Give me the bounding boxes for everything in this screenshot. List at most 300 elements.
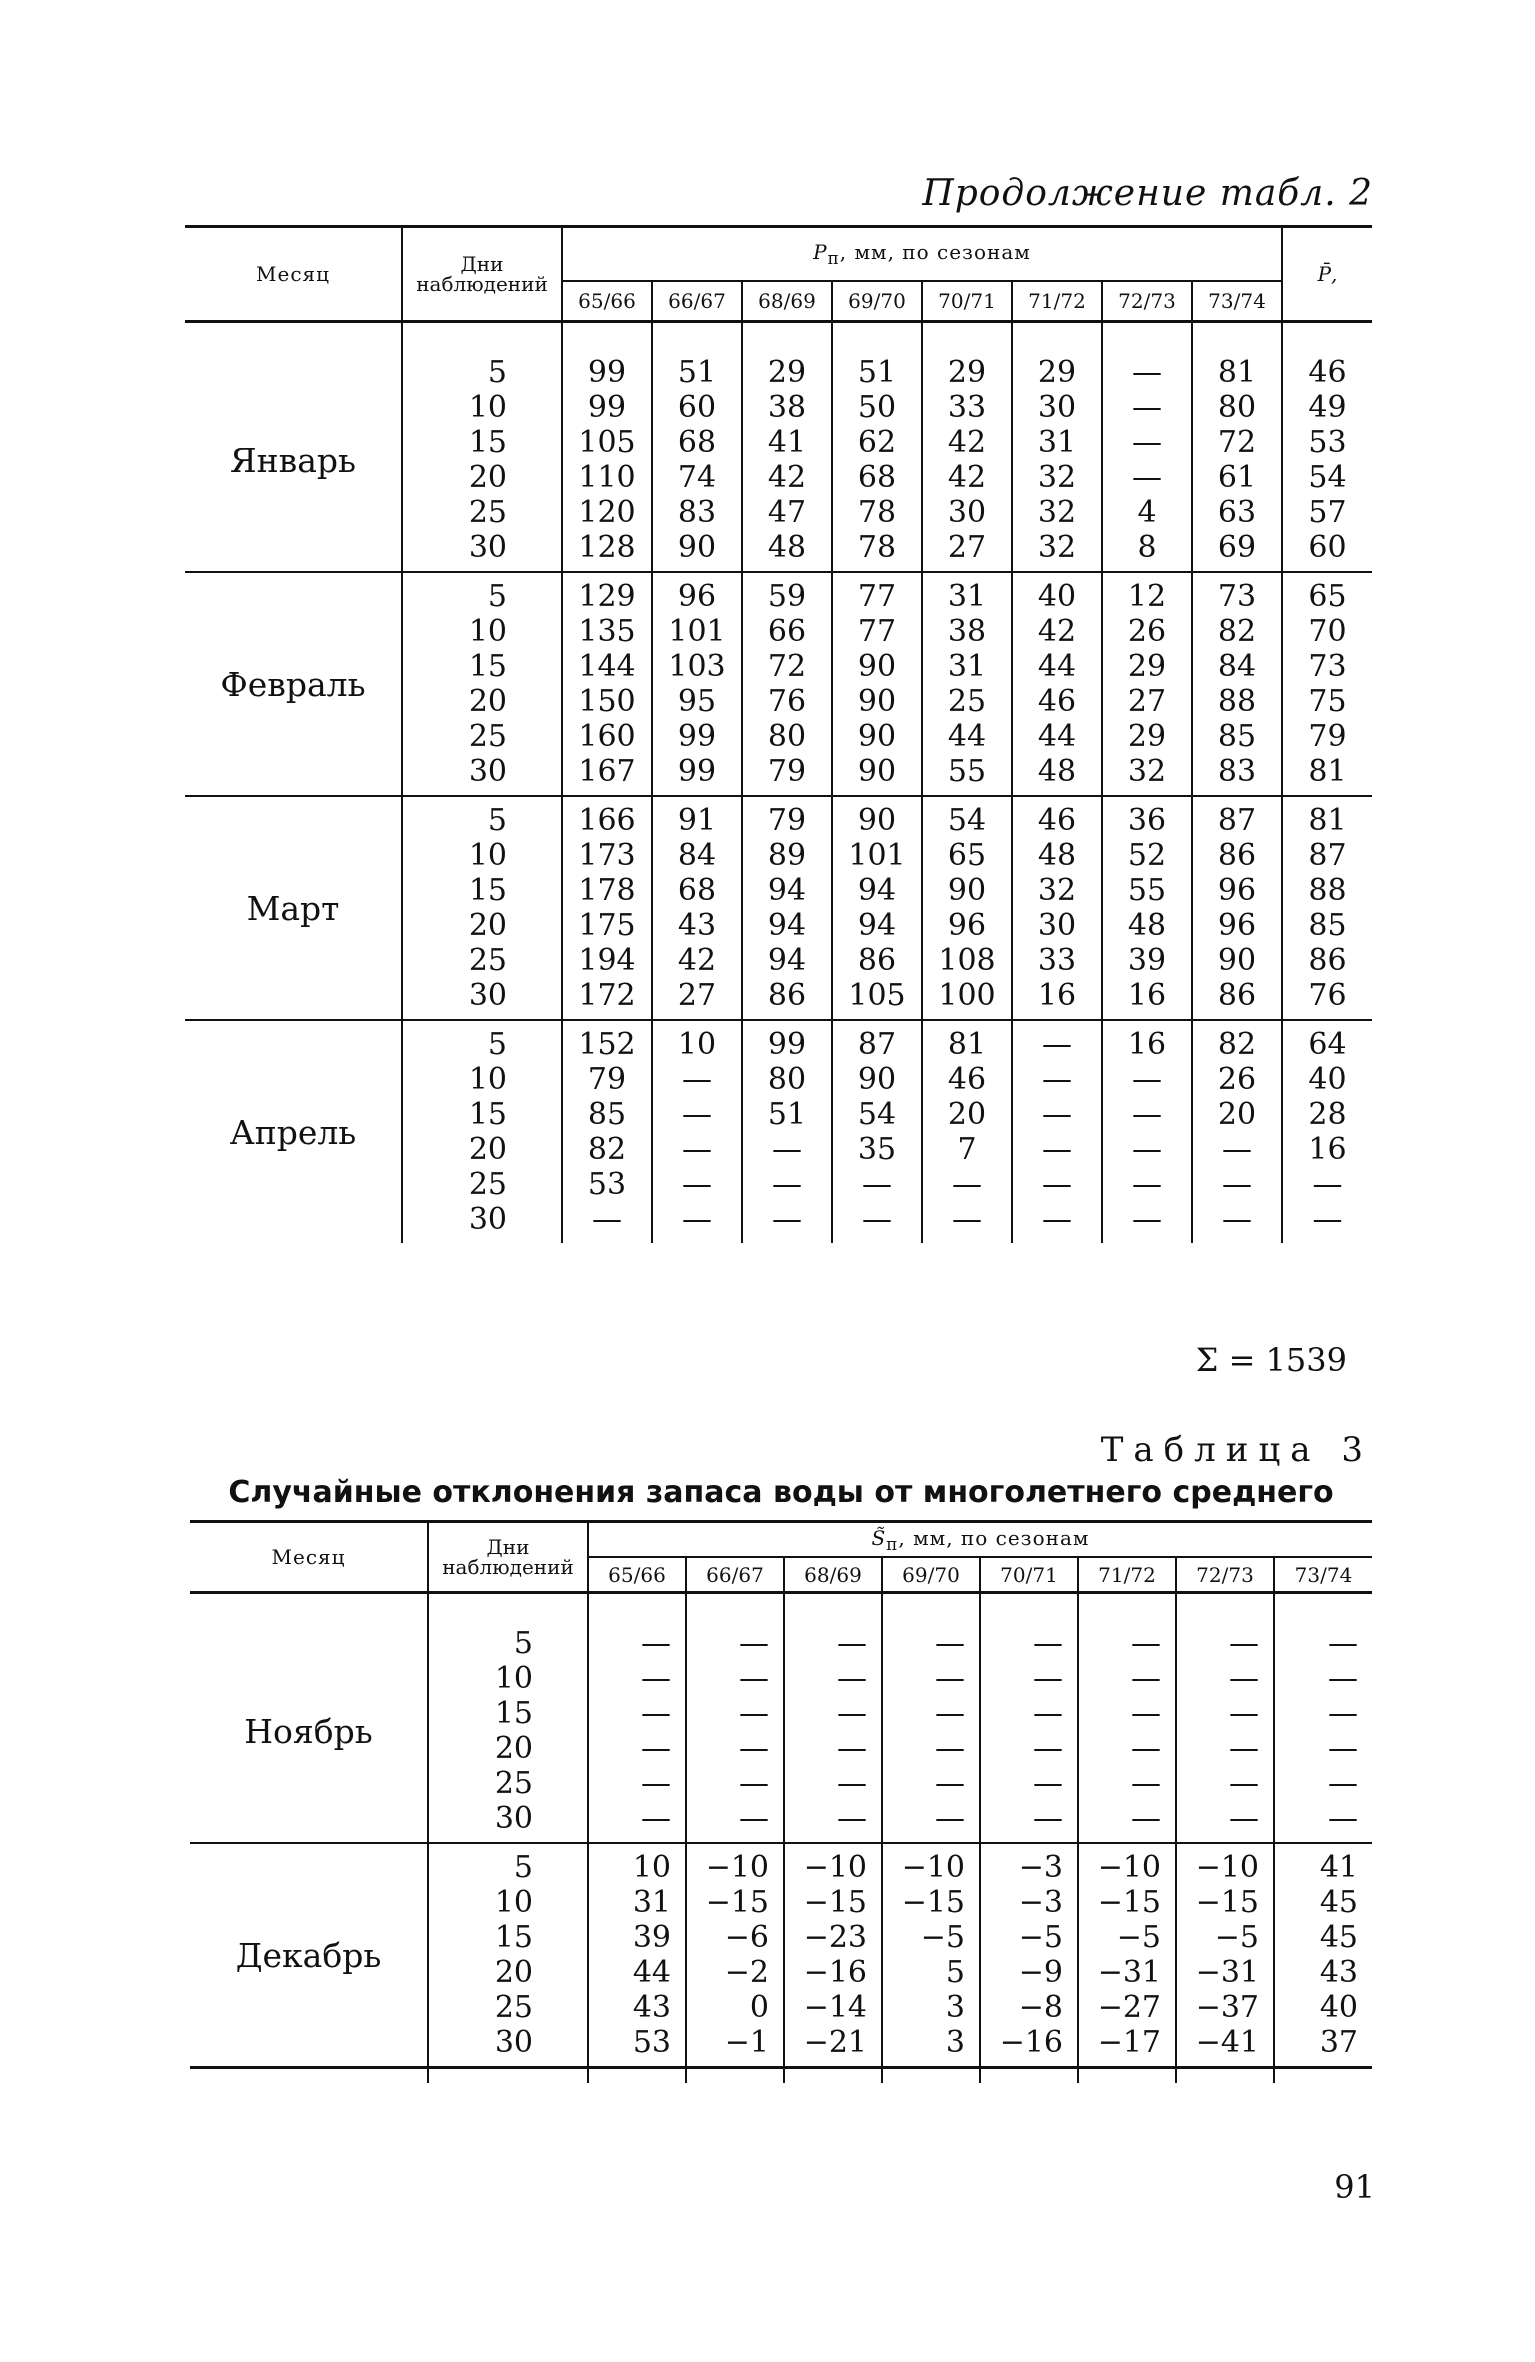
t3-header-month: Месяц (190, 1522, 428, 1593)
t2-value: 55 (947, 754, 987, 789)
t3-value: −37 (1195, 1990, 1259, 2025)
t2-value: 53 (587, 1167, 627, 1202)
t2-value-cell (1282, 1020, 1372, 1243)
t3-value-cell (784, 1843, 882, 2068)
t3-value: — (935, 1731, 965, 1766)
t2-value: 82 (1217, 614, 1257, 649)
t2-value-cell (652, 572, 742, 796)
t2-value: 73 (1217, 579, 1257, 614)
t2-value: 80 (767, 719, 807, 754)
t2-day-value: 5 (487, 803, 507, 838)
t3-value: −5 (920, 1920, 965, 1955)
t2-value: — (1132, 1062, 1162, 1097)
t2-value: 29 (1127, 649, 1167, 684)
t3-value: — (837, 1766, 867, 1801)
t3-value: — (935, 1766, 965, 1801)
t3-value-cell (980, 1843, 1078, 2068)
t3-value: −15 (1097, 1885, 1161, 1920)
t2-value: 48 (1037, 754, 1077, 789)
t2-value: — (772, 1132, 802, 1167)
t2-value: 65 (1308, 579, 1347, 614)
table-2 (185, 225, 1372, 1243)
t3-value: −5 (1214, 1920, 1259, 1955)
t2-value: 86 (857, 943, 897, 978)
t2-value: 16 (1127, 978, 1167, 1013)
t3-day-value: 30 (494, 2025, 533, 2060)
t3-day-value: 25 (494, 1766, 533, 1801)
t3-value: −14 (803, 1990, 867, 2025)
t3-day-value: 15 (494, 1696, 533, 1731)
t2-value: 31 (947, 649, 987, 684)
t3-value: — (641, 1766, 671, 1801)
t2-value: 42 (767, 460, 807, 495)
t2-value: 87 (1217, 803, 1257, 838)
t2-value: 87 (1308, 838, 1347, 873)
t2-value: 99 (767, 1027, 807, 1062)
continuation-title: Продолжение табл. 2 (922, 173, 1373, 214)
t3-value: 45 (1319, 1920, 1358, 1955)
t3-value: — (1131, 1626, 1161, 1661)
t3-value: −5 (1116, 1920, 1161, 1955)
t3-value: −41 (1195, 2025, 1259, 2060)
t2-value: 53 (1308, 425, 1347, 460)
t2-value: 110 (578, 460, 636, 495)
t2-month-block (185, 796, 1372, 1020)
t2-value: — (682, 1132, 712, 1167)
t2-value: 20 (1217, 1097, 1257, 1132)
t2-day-value: 10 (468, 1062, 507, 1097)
t2-value-cell (1102, 796, 1192, 1020)
t2-value: 178 (578, 873, 636, 908)
t2-value: 194 (578, 943, 636, 978)
t2-value-cell (1102, 572, 1192, 796)
t3-value: — (837, 1626, 867, 1661)
t3-value: 43 (1319, 1955, 1358, 1990)
t3-value: 37 (1319, 2025, 1358, 2060)
t2-value-cell (1282, 572, 1372, 796)
t2-value: — (1132, 1132, 1162, 1167)
t2-value: 42 (947, 425, 987, 460)
t2-value-cell (1192, 572, 1282, 796)
t2-value-cell (832, 796, 922, 1020)
t2-value: 91 (677, 803, 717, 838)
t2-value: 29 (947, 355, 987, 390)
t2-value: 42 (1037, 614, 1077, 649)
t2-value: 55 (1127, 873, 1167, 908)
t2-value: 44 (1037, 649, 1077, 684)
t2-value: 94 (857, 908, 897, 943)
t3-value: −27 (1097, 1990, 1161, 2025)
t2-value: 27 (947, 530, 987, 565)
t2-value: — (1132, 390, 1162, 425)
t2-month-name: Апрель (229, 1112, 357, 1152)
header-group-text: , мм, по сезонам (839, 240, 1031, 264)
t2-value: 105 (578, 425, 636, 460)
t3-value: −3 (1018, 1885, 1063, 1920)
t3-value: −9 (1018, 1955, 1063, 1990)
t2-value: 90 (1217, 943, 1257, 978)
t2-value: 100 (938, 978, 996, 1013)
t2-value: 61 (1217, 460, 1257, 495)
t2-value: 68 (857, 460, 897, 495)
t3-value: — (935, 1661, 965, 1696)
t2-value: — (772, 1167, 802, 1202)
t2-value: 101 (668, 614, 726, 649)
header-days-line2: наблюдений (416, 272, 548, 296)
t3-season-header: 73/74 (1274, 1557, 1372, 1593)
t2-value: — (1042, 1062, 1072, 1097)
t2-month-block (185, 1020, 1372, 1243)
t2-day-value: 15 (468, 873, 507, 908)
t2-value: 90 (857, 684, 897, 719)
t2-month-name: Февраль (220, 664, 366, 704)
t3-header-symbol-sub: п (886, 1534, 899, 1554)
sum-total: Σ = 1539 (1195, 1341, 1347, 1379)
t2-value: 79 (767, 803, 807, 838)
t2-value: 36 (1127, 803, 1167, 838)
t2-value-cell (652, 796, 742, 1020)
t2-value: 54 (947, 803, 987, 838)
t3-value: −15 (901, 1885, 965, 1920)
t2-value: 51 (857, 355, 897, 390)
t2-value: 16 (1127, 1027, 1167, 1062)
t3-value: — (641, 1626, 671, 1661)
t2-value: 167 (578, 754, 636, 789)
t3-value: 3 (945, 2025, 965, 2060)
t2-value: 48 (1127, 908, 1167, 943)
t2-value: 54 (1308, 460, 1347, 495)
t2-value: 39 (1127, 943, 1167, 978)
t2-value: 42 (947, 460, 987, 495)
t3-value: — (1328, 1731, 1358, 1766)
t2-value: — (1132, 1097, 1162, 1132)
t2-value: — (1312, 1202, 1343, 1237)
t3-value: — (1033, 1696, 1063, 1731)
t3-value: — (837, 1731, 867, 1766)
t2-days-cell (402, 572, 562, 796)
t2-value: 69 (1217, 530, 1257, 565)
t3-value: 39 (632, 1920, 671, 1955)
t2-days-cell (402, 796, 562, 1020)
table-3-title: Случайные отклонения запаса воды от многолетнего среднего (228, 1475, 1334, 1510)
t2-value: 26 (1127, 614, 1167, 649)
t3-value: — (1229, 1801, 1259, 1836)
t2-value-cell (1192, 349, 1282, 572)
t2-value: 27 (1127, 684, 1167, 719)
t2-season-header: 71/72 (1012, 281, 1102, 322)
t3-value: −15 (1195, 1885, 1259, 1920)
t3-value: −16 (999, 2025, 1063, 2060)
t2-value: 79 (587, 1062, 627, 1097)
t2-value: 62 (857, 425, 897, 460)
t3-day-value: 10 (494, 1661, 533, 1696)
t2-season-header: 69/70 (832, 281, 922, 322)
t2-value: 86 (1308, 943, 1347, 978)
t3-value: — (1131, 1731, 1161, 1766)
t2-value: — (1132, 425, 1162, 460)
t3-value: 5 (945, 1955, 965, 1990)
table-3-label: Таблица 3 (1100, 1430, 1373, 1470)
t2-value-cell (1192, 1020, 1282, 1243)
t2-value: 63 (1217, 495, 1257, 530)
t3-value: — (641, 1661, 671, 1696)
t3-value: −15 (803, 1885, 867, 1920)
t2-day-value: 20 (468, 1132, 507, 1167)
t2-value: 42 (677, 943, 717, 978)
t2-value: 96 (947, 908, 987, 943)
t3-value: — (935, 1626, 965, 1661)
t2-season-header: 70/71 (922, 281, 1012, 322)
t3-day-value: 20 (494, 1955, 533, 1990)
t3-value: −23 (803, 1920, 867, 1955)
t3-value: −2 (724, 1955, 769, 1990)
t2-day-value: 15 (468, 425, 507, 460)
t3-value: — (641, 1801, 671, 1836)
t3-value: — (1033, 1801, 1063, 1836)
t2-value: 68 (677, 425, 717, 460)
t2-value: 73 (1308, 649, 1347, 684)
t2-value: 32 (1037, 460, 1077, 495)
t2-value: 129 (578, 579, 636, 614)
t2-value: — (1042, 1167, 1072, 1202)
t2-value: 76 (767, 684, 807, 719)
t3-value: 0 (749, 1990, 769, 2025)
t2-value: — (862, 1202, 892, 1237)
header-season-group (562, 227, 1282, 282)
t3-value: — (1131, 1661, 1161, 1696)
t2-value: 80 (1217, 390, 1257, 425)
t2-value: 29 (1127, 719, 1167, 754)
t3-value: — (739, 1766, 769, 1801)
t3-header-days (428, 1522, 588, 1593)
t2-value: 172 (578, 978, 636, 1013)
t2-value: 32 (1127, 754, 1167, 789)
t2-value: 108 (938, 943, 996, 978)
t3-value: — (1229, 1661, 1259, 1696)
t2-value: 47 (767, 495, 807, 530)
t2-value: 75 (1308, 684, 1347, 719)
t3-days-cell (428, 1843, 588, 2068)
t3-header-days-line2: наблюдений (442, 1555, 574, 1579)
t2-value: 33 (1037, 943, 1077, 978)
t2-value: — (1222, 1167, 1252, 1202)
t3-value: — (1229, 1626, 1259, 1661)
t3-value: — (739, 1696, 769, 1731)
t3-value: — (1131, 1696, 1161, 1731)
t2-value: 150 (578, 684, 636, 719)
t2-value: 59 (767, 579, 807, 614)
t3-value: −31 (1195, 1955, 1259, 1990)
t2-value: 88 (1217, 684, 1257, 719)
header-month: Месяц (185, 227, 402, 322)
t3-value: — (641, 1696, 671, 1731)
t3-value-cell (882, 1843, 980, 2068)
t2-value: 31 (1037, 425, 1077, 460)
t2-value: — (772, 1202, 802, 1237)
t2-day-value: 20 (468, 460, 507, 495)
t2-value: 41 (767, 425, 807, 460)
t2-day-value: 5 (487, 355, 507, 390)
t2-value: 25 (947, 684, 987, 719)
header-symbol: P (813, 240, 828, 264)
t2-value: 82 (587, 1132, 627, 1167)
t2-value: 120 (578, 495, 636, 530)
t3-value: — (1229, 1766, 1259, 1801)
t3-value: −15 (705, 1885, 769, 1920)
t3-value: 45 (1319, 1885, 1358, 1920)
t2-value: 68 (677, 873, 717, 908)
t2-value-cell (922, 796, 1012, 1020)
t2-day-value: 30 (468, 530, 507, 565)
t2-value: 64 (1308, 1027, 1347, 1062)
t2-value: 49 (1308, 390, 1347, 425)
t2-value-cell (1012, 796, 1102, 1020)
t3-value: — (739, 1661, 769, 1696)
t3-season-header: 68/69 (784, 1557, 882, 1593)
header-days (402, 227, 562, 322)
t2-value: 90 (857, 649, 897, 684)
t2-value-cell (832, 1020, 922, 1243)
t2-value: 44 (947, 719, 987, 754)
t2-value: 105 (848, 978, 906, 1013)
t3-value: — (935, 1696, 965, 1731)
t2-value: 77 (857, 614, 897, 649)
t2-day-value: 20 (468, 908, 507, 943)
t2-value: 94 (767, 943, 807, 978)
t2-value: 90 (857, 754, 897, 789)
t2-day-value: 5 (487, 1027, 507, 1062)
t2-season-header: 73/74 (1192, 281, 1282, 322)
t2-days-cell (402, 349, 562, 572)
t3-value-cell (1078, 1843, 1176, 2068)
t3-header-group-text: , мм, по сезонам (898, 1525, 1090, 1550)
t3-value: −5 (1018, 1920, 1063, 1955)
t2-value: 48 (1037, 838, 1077, 873)
t2-value: — (1222, 1202, 1252, 1237)
t3-value: — (1033, 1731, 1063, 1766)
t2-value: 48 (767, 530, 807, 565)
t2-value: — (682, 1202, 712, 1237)
t2-value: 46 (1308, 355, 1347, 390)
t3-day-value: 5 (513, 1626, 533, 1661)
t2-value: 87 (857, 1027, 897, 1062)
t2-day-value: 15 (468, 649, 507, 684)
t2-value: — (592, 1202, 622, 1237)
t2-value: 94 (857, 873, 897, 908)
t2-value: 28 (1308, 1097, 1347, 1132)
t3-value: −16 (803, 1955, 867, 1990)
t2-value: 54 (857, 1097, 897, 1132)
t2-value-cell (832, 572, 922, 796)
t3-day-value: 25 (494, 1990, 533, 2025)
t2-value: 83 (677, 495, 717, 530)
t2-day-value: 10 (468, 390, 507, 425)
t3-value-cell (1274, 1620, 1372, 1843)
t2-value: 33 (947, 390, 987, 425)
t2-value: 96 (677, 579, 717, 614)
t2-value: — (952, 1167, 982, 1202)
t2-days-cell (402, 1020, 562, 1243)
t2-value: 40 (1037, 579, 1077, 614)
table-3 (190, 1520, 1372, 2083)
t2-value: — (682, 1062, 712, 1097)
t2-value: 35 (857, 1132, 897, 1167)
t2-value-cell (652, 1020, 742, 1243)
t2-value-cell (1012, 1020, 1102, 1243)
t2-value: 74 (677, 460, 717, 495)
t2-value: 29 (767, 355, 807, 390)
t2-day-value: 10 (468, 614, 507, 649)
t2-value: 81 (1308, 803, 1347, 838)
t2-value: 4 (1137, 495, 1157, 530)
t2-value-cell (922, 572, 1012, 796)
t3-value: — (641, 1731, 671, 1766)
t2-value: 51 (767, 1097, 807, 1132)
t2-value: 50 (857, 390, 897, 425)
t2-value: 32 (1037, 873, 1077, 908)
t2-value: 88 (1308, 873, 1347, 908)
t3-value-cell (1176, 1843, 1274, 2068)
t2-value: 52 (1127, 838, 1167, 873)
t3-value: — (1229, 1696, 1259, 1731)
t2-season-header: 68/69 (742, 281, 832, 322)
t3-day-value: 15 (494, 1920, 533, 1955)
t2-value-cell (742, 572, 832, 796)
t3-value: — (1328, 1801, 1358, 1836)
t2-value-cell (742, 796, 832, 1020)
t2-value-cell (562, 572, 652, 796)
t2-day-value: 25 (468, 1167, 507, 1202)
t2-value: 128 (578, 530, 636, 565)
t2-value: 30 (1037, 908, 1077, 943)
t2-value: 173 (578, 838, 636, 873)
t2-value-cell (562, 796, 652, 1020)
t2-value: 72 (767, 649, 807, 684)
t2-value: 95 (677, 684, 717, 719)
t2-value: — (952, 1202, 982, 1237)
t2-value: 166 (578, 803, 636, 838)
t2-value: — (1042, 1097, 1072, 1132)
t2-value: 30 (947, 495, 987, 530)
t3-value: — (1131, 1766, 1161, 1801)
t2-value: 40 (1308, 1062, 1347, 1097)
t3-value: — (837, 1661, 867, 1696)
t2-value: 94 (767, 908, 807, 943)
t3-value: −10 (803, 1850, 867, 1885)
t2-value: 103 (668, 649, 726, 684)
t2-value: 79 (1308, 719, 1347, 754)
t2-value: 38 (767, 390, 807, 425)
t2-value: 79 (767, 754, 807, 789)
t3-value-cell (686, 1843, 784, 2068)
t2-value: 7 (957, 1132, 977, 1167)
t2-season-header: 72/73 (1102, 281, 1192, 322)
t2-value-cell (1012, 572, 1102, 796)
t2-value: 86 (1217, 978, 1257, 1013)
t3-value: — (1229, 1731, 1259, 1766)
t2-value: 43 (677, 908, 717, 943)
t2-day-value: 25 (468, 495, 507, 530)
t3-value: 53 (632, 2025, 671, 2060)
t2-value-cell (1012, 349, 1102, 572)
t3-month-name: Ноябрь (244, 1711, 373, 1751)
t2-value: 76 (1308, 978, 1347, 1013)
t2-value: 82 (1217, 1027, 1257, 1062)
t2-value: 46 (1037, 803, 1077, 838)
t2-value: 72 (1217, 425, 1257, 460)
t3-season-header: 72/73 (1176, 1557, 1274, 1593)
t2-value-cell (922, 1020, 1012, 1243)
